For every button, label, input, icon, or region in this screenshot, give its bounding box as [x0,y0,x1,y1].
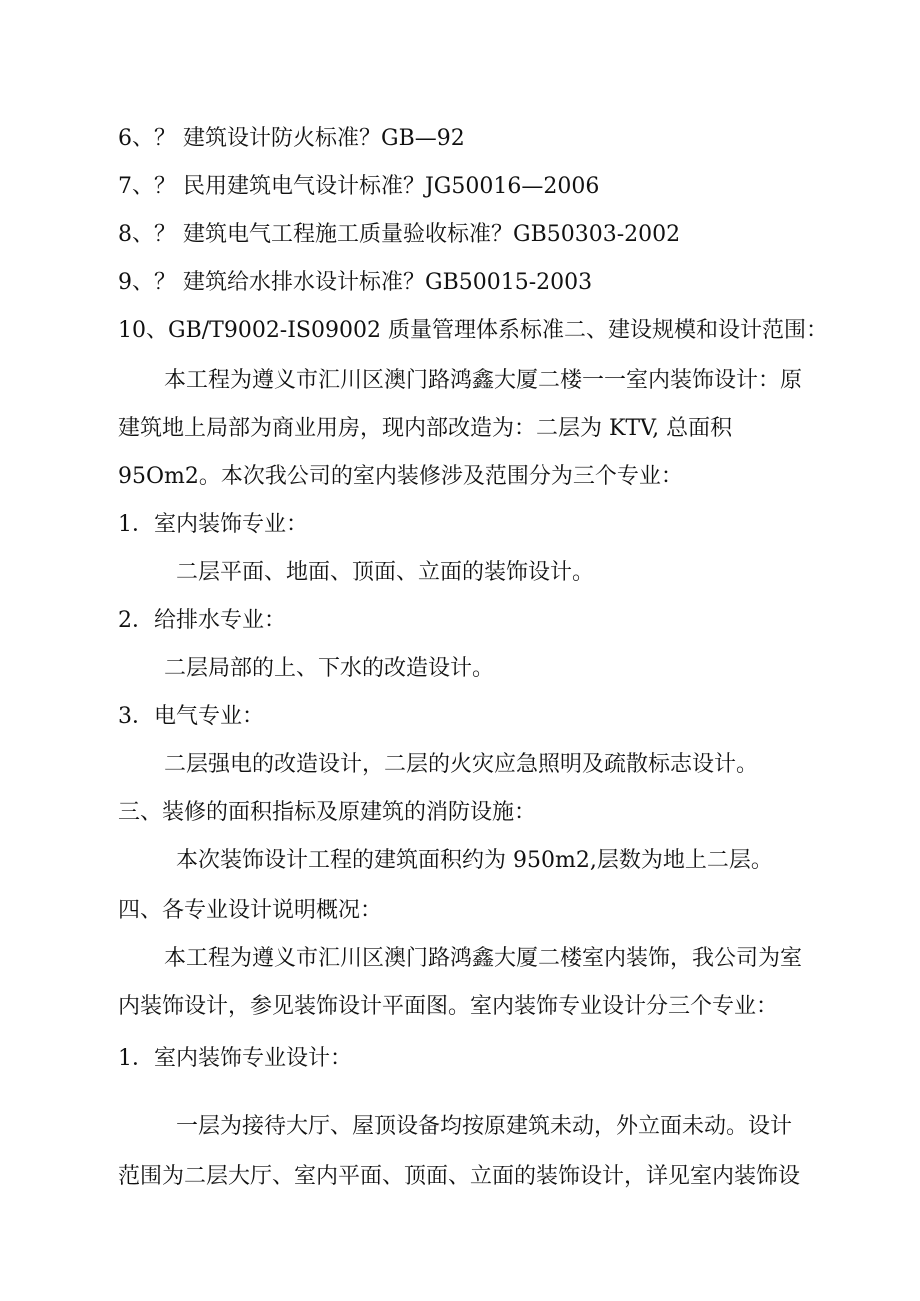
list-heading: 3．电气专业： [118,704,264,729]
standard-item-10: 10、GB/T9002-IS09002 质量管理体系标准二、建设规模和设计范围： [118,318,828,343]
list-heading: 2．给排水专业： [118,608,286,633]
paragraph-line: 本工程为遵义市汇川区澳门路鸿鑫大厦二楼一一室内装饰设计：原 [164,368,803,393]
list-heading: 1．室内装饰专业： [118,512,308,537]
paragraph-line: 建筑地上局部为商业用房，现内部改造为：二层为 KTV, 总面积 [118,416,733,441]
standard-item-6: 6、？ 建筑设计防火标准？GB—92 [118,126,465,151]
standard-item-7: 7、？ 民用建筑电气设计标准？JG50016—2006 [118,174,600,199]
paragraph-line: 一层为接待大厅、屋顶设备均按原建筑未动，外立面未动。设计 [176,1114,793,1139]
paragraph-line: 本次装饰设计工程的建筑面积约为 950m2,层数为地上二层。 [176,848,773,873]
list-detail: 二层平面、地面、顶面、立面的装饰设计。 [176,560,595,585]
list-heading: 1．室内装饰专业设计： [118,1046,352,1071]
standard-item-8: 8、？ 建筑电气工程施工质量验收标准？GB50303-2002 [118,222,681,247]
standard-item-9: 9、？ 建筑给水排水设计标准？GB50015-2003 [118,270,593,295]
section-heading: 四、各专业设计说明概况： [118,898,383,923]
paragraph-line: 本工程为遵义市汇川区澳门路鸿鑫大厦二楼室内装饰，我公司为室 [164,946,803,971]
paragraph-line: 内装饰设计，参见装饰设计平面图。室内装饰专业设计分三个专业： [118,994,779,1019]
paragraph-line: 范围为二层大厅、室内平面、顶面、立面的装饰设计，详见室内装饰设 [118,1164,801,1189]
paragraph-line: 95Om2。本次我公司的室内装修涉及范围分为三个专业： [118,464,683,489]
section-heading: 三、装修的面积指标及原建筑的消防设施： [118,800,537,825]
list-detail: 二层局部的上、下水的改造设计。 [164,656,495,681]
list-detail: 二层强电的改造设计，二层的火灾应急照明及疏散标志设计。 [164,752,759,777]
